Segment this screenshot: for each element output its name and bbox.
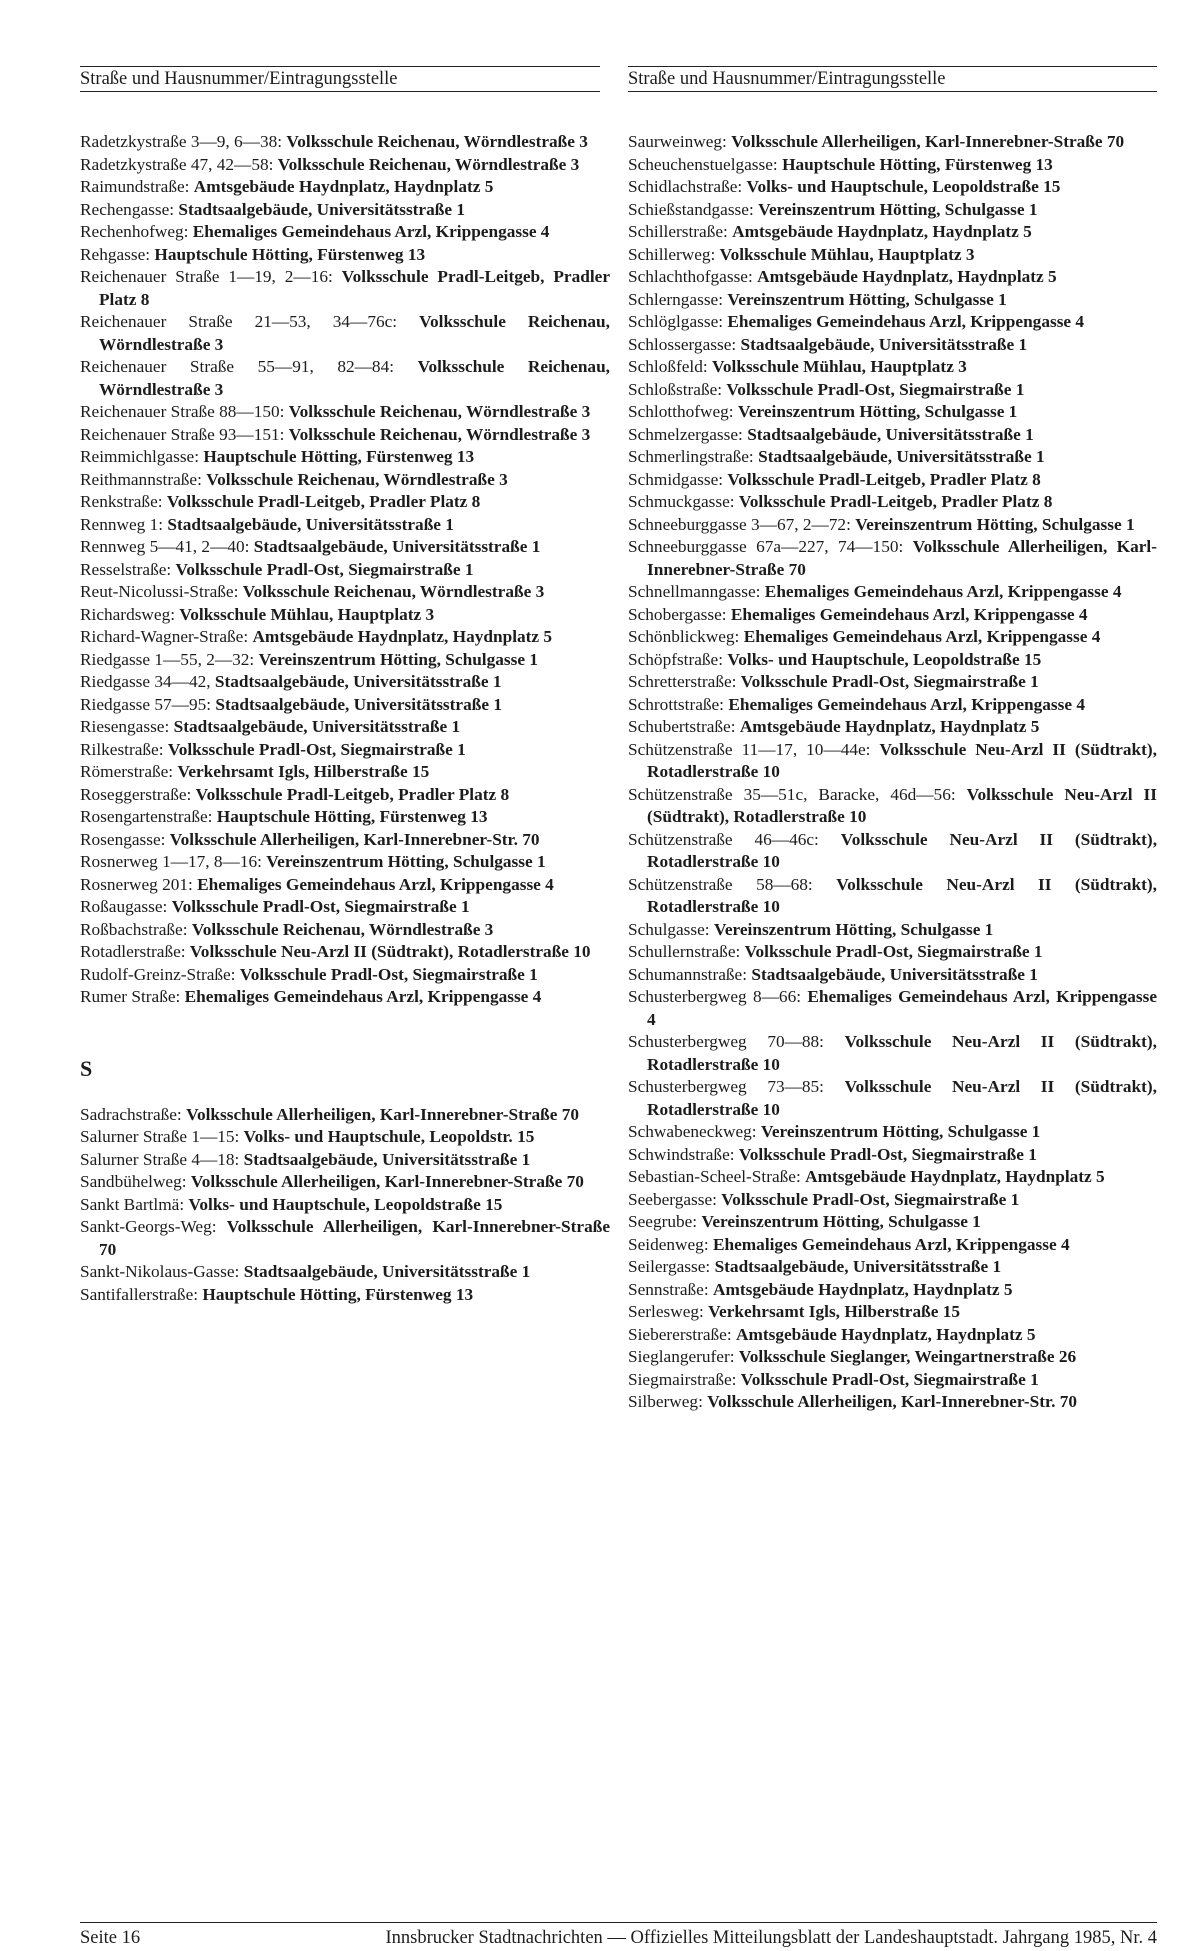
directory-entry <box>628 694 1157 717</box>
registration-location: Vereinszentrum Hötting, Schulgasse 1 <box>855 514 1135 534</box>
street-name: Schützenstraße 11—17, 10—44e: <box>628 739 871 759</box>
registration-location: Volksschule Neu-Arzl II (Südtrakt), Rotadlerstraße 10 <box>647 874 1158 916</box>
directory-entry <box>628 919 1157 942</box>
page-number: Seite 16 <box>80 1928 141 1948</box>
registration-location: Volksschule Pradl-Leitgeb, Pradler Platz 8 <box>99 267 610 309</box>
directory-entry <box>80 311 610 356</box>
street-name: Schmuckgasse: <box>628 492 735 511</box>
directory-entry <box>628 514 1157 537</box>
street-name: Schobergasse: <box>628 604 727 624</box>
street-name: Seidenweg: <box>628 1234 709 1254</box>
directory-entry <box>628 1279 1157 1302</box>
registration-location: Hauptschule Hötting, Fürstenweg 13 <box>203 447 475 466</box>
directory-entry <box>628 1324 1157 1347</box>
directory-entry <box>628 491 1157 514</box>
directory-entry <box>80 581 610 604</box>
left-column-header: Straße und Hausnummer/Eintragungsstelle <box>80 66 600 92</box>
directory-entry <box>80 851 610 874</box>
registration-location: Amtsgebäude Haydnplatz, Haydnplatz 5 <box>193 177 494 196</box>
registration-location: Ehemaliges Gemeindehaus Arzl, Krippengasse 4 <box>712 1234 1070 1254</box>
registration-location: Volks- und Hauptschule, Leopoldstr. 15 <box>243 1127 535 1146</box>
registration-location: Volksschule Reichenau, Wörndlestraße 3 <box>191 919 494 939</box>
directory-entry <box>80 199 610 222</box>
registration-location: Amtsgebäude Haydnplatz, Haydnplatz 5 <box>739 717 1040 736</box>
registration-location: Stadtsaalgebäude, Universitätsstraße 1 <box>740 334 1028 354</box>
registration-location: Ehemaliges Gemeindehaus Arzl, Krippengasse 4 <box>743 627 1101 646</box>
street-name: Riedgasse 1—55, 2—32: <box>80 649 255 669</box>
directory-entry <box>628 1031 1157 1076</box>
street-name: Richard-Wagner-Straße: <box>80 627 249 646</box>
street-name: Silberweg: <box>628 1392 703 1411</box>
directory-entry <box>80 514 610 537</box>
street-name: Rennweg 5—41, 2—40: <box>80 537 250 556</box>
registration-location: Volksschule Pradl-Leitgeb, Pradler Platz 8 <box>166 492 481 511</box>
street-name: Resselstraße: <box>80 559 172 579</box>
street-name: Rennweg 1: <box>80 514 164 534</box>
registration-location: Volksschule Sieglanger, Weingartnerstraße 26 <box>738 1347 1077 1366</box>
registration-location: Stadtsaalgebäude, Universitätsstraße 1 <box>751 964 1038 984</box>
registration-location: Volksschule Allerheiligen, Karl-Innerebner-Str. 70 <box>169 829 540 849</box>
directory-entry <box>80 1149 610 1172</box>
registration-location: Vereinszentrum Hötting, Schulgasse 1 <box>760 1122 1041 1141</box>
street-name: Rechenhofweg: <box>80 222 189 241</box>
registration-location: Volksschule Pradl-Ost, Siegmairstraße 1 <box>740 672 1039 691</box>
registration-location: Hauptschule Hötting, Fürstenweg 13 <box>202 1284 474 1304</box>
street-name: Schöpfstraße: <box>628 649 724 669</box>
entries-s <box>80 1104 610 1307</box>
directory-entry <box>80 536 610 559</box>
street-name: Schneeburggasse 67a—227, 74—150: <box>628 537 904 556</box>
street-name: Schusterbergweg 73—85: <box>628 1077 824 1096</box>
directory-entry <box>628 986 1157 1031</box>
directory-entry <box>628 1301 1157 1324</box>
street-name: Schlachthofgasse: <box>628 267 753 286</box>
registration-location: Volksschule Reichenau, Wörndlestraße 3 <box>288 402 591 421</box>
directory-entry <box>628 289 1157 312</box>
directory-entry <box>80 986 610 1009</box>
directory-entry <box>628 649 1157 672</box>
street-name: Rosengartenstraße: <box>80 807 213 826</box>
directory-entry <box>80 154 610 177</box>
registration-location: Hauptschule Hötting, Fürstenweg 13 <box>154 244 426 264</box>
registration-location: Ehemaliges Gemeindehaus Arzl, Krippengasse 4 <box>192 222 550 241</box>
directory-entry <box>628 1076 1157 1121</box>
registration-location: Volksschule Reichenau, Wörndlestraße 3 <box>206 469 508 489</box>
directory-entry <box>628 199 1157 222</box>
registration-location: Stadtsaalgebäude, Universitätsstraße 1 <box>243 1262 531 1281</box>
street-name: Römerstraße: <box>80 762 174 781</box>
directory-entry <box>80 1194 610 1217</box>
street-name: Sadrachstraße: <box>80 1104 182 1124</box>
registration-location: Vereinszentrum Hötting, Schulgasse 1 <box>713 919 994 939</box>
street-name: Schlotthofweg: <box>628 402 734 421</box>
directory-entry <box>80 446 610 469</box>
directory-entry <box>80 874 610 897</box>
directory-entry <box>628 604 1157 627</box>
registration-location: Volksschule Neu-Arzl II (Südtrakt), Rotadlerstraße 10 <box>647 784 1157 826</box>
registration-location: Volksschule Allerheiligen, Karl-Innerebner-Str. 70 <box>707 1392 1078 1411</box>
registration-location: Hauptschule Hötting, Fürstenweg 13 <box>782 154 1053 174</box>
directory-entry <box>628 424 1157 447</box>
directory-entry <box>628 536 1157 581</box>
street-name: Roseggerstraße: <box>80 784 192 804</box>
street-name: Santifallerstraße: <box>80 1284 199 1304</box>
registration-location: Vereinszentrum Hötting, Schulgasse 1 <box>758 199 1038 219</box>
registration-location: Volksschule Allerheiligen, Karl-Innerebner-Straße 70 <box>647 537 1157 579</box>
street-name: Schloßfeld: <box>628 357 708 376</box>
directory-entry <box>628 829 1157 874</box>
registration-location: Ehemaliges Gemeindehaus Arzl, Krippengasse 4 <box>728 694 1085 714</box>
directory-entry <box>80 896 610 919</box>
street-name: Sieglangerufer: <box>628 1347 735 1366</box>
registration-location: Amtsgebäude Haydnplatz, Haydnplatz 5 <box>805 1167 1105 1186</box>
street-name: Schulgasse: <box>628 919 710 939</box>
registration-location: Vereinszentrum Hötting, Schulgasse 1 <box>701 1212 981 1231</box>
directory-entry <box>628 379 1157 402</box>
street-name: Reichenauer Straße 93—151: <box>80 424 285 444</box>
registration-location: Volksschule Neu-Arzl II (Südtrakt), Rotadlerstraße 10 <box>647 739 1157 781</box>
registration-location: Ehemaliges Gemeindehaus Arzl, Krippengasse 4 <box>727 312 1085 331</box>
registration-location: Volksschule Pradl-Ost, Siegmairstraße 1 <box>171 897 470 916</box>
street-name: Rotadlerstraße: <box>80 942 186 961</box>
registration-location: Volksschule Mühlau, Hauptplatz 3 <box>719 244 975 264</box>
registration-location: Volksschule Pradl-Ost, Siegmairstraße 1 <box>721 1189 1020 1209</box>
registration-location: Volksschule Neu-Arzl II (Südtrakt), Rotadlerstraße 10 <box>647 829 1158 871</box>
street-name: Schullernstraße: <box>628 942 741 961</box>
street-name: Sandbühelweg: <box>80 1172 187 1191</box>
directory-entry <box>628 244 1157 267</box>
street-name: Rosnerweg 1—17, 8—16: <box>80 852 262 871</box>
directory-entry <box>628 1166 1157 1189</box>
registration-location: Vereinszentrum Hötting, Schulgasse 1 <box>727 289 1007 309</box>
directory-entry <box>628 1211 1157 1234</box>
street-name: Schwindstraße: <box>628 1144 735 1164</box>
directory-entry <box>628 154 1157 177</box>
section-letter-s: S <box>80 1055 93 1081</box>
directory-entry <box>80 739 610 762</box>
registration-location: Stadtsaalgebäude, Universitätsstraße 1 <box>758 447 1045 466</box>
registration-location: Hauptschule Hötting, Fürstenweg 13 <box>216 807 488 826</box>
entries-r <box>80 131 610 1009</box>
street-name: Reichenauer Straße 21—53, 34—76c: <box>80 312 398 331</box>
street-name: Schwabeneckweg: <box>628 1122 757 1141</box>
street-name: Rechengasse: <box>80 199 175 219</box>
registration-location: Vereinszentrum Hötting, Schulgasse 1 <box>266 852 546 871</box>
street-name: Rudolf-Greinz-Straße: <box>80 964 236 984</box>
registration-location: Ehemaliges Gemeindehaus Arzl, Krippengasse 4 <box>730 604 1088 624</box>
registration-location: Volksschule Neu-Arzl II (Südtrakt), Rotadlerstraße 10 <box>189 942 591 961</box>
street-name: Reichenauer Straße 55—91, 82—84: <box>80 357 395 376</box>
directory-entry <box>80 964 610 987</box>
directory-entry <box>628 1144 1157 1167</box>
registration-location: Verkehrsamt Igls, Hilberstraße 15 <box>708 1302 960 1321</box>
street-name: Schönblickweg: <box>628 627 740 646</box>
street-name: Schlerngasse: <box>628 289 724 309</box>
directory-entry <box>80 919 610 942</box>
registration-location: Volksschule Pradl-Ost, Siegmairstraße 1 <box>239 964 538 984</box>
registration-location: Volksschule Reichenau, Wörndlestraße 3 <box>99 312 610 354</box>
registration-location: Volks- und Hauptschule, Leopoldstraße 15 <box>727 649 1042 669</box>
street-name: Schloßstraße: <box>628 379 723 399</box>
street-name: Schmerlingstraße: <box>628 447 754 466</box>
directory-entry <box>628 784 1157 829</box>
street-name: Schützenstraße 46—46c: <box>628 829 819 849</box>
street-name: Scheuchenstuelgasse: <box>628 154 778 174</box>
directory-entry <box>628 356 1157 379</box>
street-name: Serlesweg: <box>628 1302 704 1321</box>
publication-line: Innsbrucker Stadtnachrichten — Offizielles Mitteilungsblatt der Landeshauptstadt. Jahrgang 1985, Nr. 4 <box>385 1928 1157 1948</box>
right-column <box>628 131 1157 1414</box>
registration-location: Stadtsaalgebäude, Universitätsstraße 1 <box>167 514 454 534</box>
directory-entry <box>80 671 610 694</box>
directory-entry <box>80 941 610 964</box>
directory-entry <box>80 1126 610 1149</box>
street-name: Radetzkystraße 47, 42—58: <box>80 154 274 174</box>
directory-entry <box>80 221 610 244</box>
street-name: Roßaugasse: <box>80 897 168 916</box>
directory-entry <box>628 311 1157 334</box>
street-name: Schrottstraße: <box>628 694 724 714</box>
street-name: Raimundstraße: <box>80 177 190 196</box>
registration-location: Volks- und Hauptschule, Leopoldstraße 15 <box>746 177 1061 196</box>
street-name: Riedgasse 57—95: <box>80 694 212 714</box>
registration-location: Volks- und Hauptschule, Leopoldstraße 15 <box>188 1194 503 1214</box>
registration-location: Volksschule Reichenau, Wörndlestraße 3 <box>99 357 611 399</box>
street-name: Riesengasse: <box>80 717 170 736</box>
directory-entry <box>628 334 1157 357</box>
street-name: Rehgasse: <box>80 244 151 264</box>
street-name: Rumer Straße: <box>80 987 181 1006</box>
registration-location: Volksschule Neu-Arzl II (Südtrakt), Rotadlerstraße 10 <box>647 1077 1157 1119</box>
street-name: Sebastian-Scheel-Straße: <box>628 1167 801 1186</box>
street-name: Saurweinweg: <box>628 132 727 151</box>
directory-entry <box>628 221 1157 244</box>
street-name: Schmidgasse: <box>628 469 724 489</box>
street-name: Sankt Bartlmä: <box>80 1194 185 1214</box>
registration-location: Vereinszentrum Hötting, Schulgasse 1 <box>258 649 538 669</box>
street-name: Schlöglgasse: <box>628 312 724 331</box>
street-name: Reimmichlgasse: <box>80 447 200 466</box>
street-name: Rosnerweg 201: <box>80 874 193 894</box>
street-name: Renkstraße: <box>80 492 163 511</box>
directory-entry <box>80 1216 610 1261</box>
street-name: Schmelzergasse: <box>628 424 743 444</box>
directory-entry <box>628 739 1157 784</box>
directory-entry <box>80 604 610 627</box>
directory-entry <box>628 469 1157 492</box>
directory-entry <box>80 784 610 807</box>
registration-location: Volksschule Mühlau, Hauptplatz 3 <box>712 357 967 376</box>
registration-location: Stadtsaalgebäude, Universitätsstraße 1 <box>178 199 465 219</box>
street-name: Salurner Straße 4—18: <box>80 1149 240 1169</box>
left-column <box>80 131 610 1306</box>
directory-entry <box>80 1284 610 1307</box>
street-name: Schusterbergweg 8—66: <box>628 987 802 1006</box>
right-column-header: Straße und Hausnummer/Eintragungsstelle <box>628 66 1157 92</box>
page-footer <box>80 1922 1157 1949</box>
registration-location: Volksschule Neu-Arzl II (Südtrakt), Rotadlerstraße 10 <box>647 1032 1157 1074</box>
directory-entry <box>628 1369 1157 1392</box>
registration-location: Stadtsaalgebäude, Universitätsstraße 1 <box>215 694 502 714</box>
registration-location: Stadtsaalgebäude, Universitätsstraße 1 <box>253 537 541 556</box>
registration-location: Volksschule Pradl-Ost, Siegmairstraße 1 <box>726 379 1025 399</box>
registration-location: Ehemaliges Gemeindehaus Arzl, Krippengasse 4 <box>764 582 1122 601</box>
street-name: Schießstandgasse: <box>628 199 754 219</box>
directory-entry <box>628 176 1157 199</box>
street-name: Salurner Straße 1—15: <box>80 1127 240 1146</box>
registration-location: Amtsgebäude Haydnplatz, Haydnplatz 5 <box>252 627 553 646</box>
registration-location: Volksschule Pradl-Ost, Siegmairstraße 1 <box>738 1144 1037 1164</box>
registration-location: Volksschule Reichenau, Wörndlestraße 3 <box>277 154 580 174</box>
street-name: Schnellmanngasse: <box>628 582 761 601</box>
directory-entry <box>628 964 1157 987</box>
street-name: Schusterbergweg 70—88: <box>628 1032 824 1051</box>
registration-location: Volksschule Pradl-Leitgeb, Pradler Platz 8 <box>195 784 510 804</box>
street-name: Schützenstraße 35—51c, Baracke, 46d—56: <box>628 784 956 804</box>
registration-location: Amtsgebäude Haydnplatz, Haydnplatz 5 <box>757 267 1057 286</box>
directory-entry <box>628 1189 1157 1212</box>
directory-entry <box>628 1391 1157 1414</box>
street-name: Schillerweg: <box>628 244 716 264</box>
directory-entry <box>80 1104 610 1127</box>
street-name: Schillerstraße: <box>628 222 728 241</box>
street-name: Schidlachstraße: <box>628 177 743 196</box>
registration-location: Volksschule Reichenau, Wörndlestraße 3 <box>242 582 545 601</box>
street-name: Schumannstraße: <box>628 964 748 984</box>
street-name: Sennstraße: <box>628 1279 709 1299</box>
street-name: Seegrube: <box>628 1212 698 1231</box>
directory-entry <box>80 559 610 582</box>
directory-entry <box>80 244 610 267</box>
directory-entry <box>80 1261 610 1284</box>
street-name: Riedgasse 34—42, <box>80 672 211 691</box>
directory-entry <box>628 941 1157 964</box>
registration-location: Amtsgebäude Haydnplatz, Haydnplatz 5 <box>735 1324 1036 1344</box>
street-name: Reichenauer Straße 88—150: <box>80 402 285 421</box>
street-name: Schretterstraße: <box>628 672 737 691</box>
registration-location: Volksschule Reichenau, Wörndlestraße 3 <box>286 132 588 151</box>
registration-location: Volksschule Pradl-Ost, Siegmairstraße 1 <box>744 942 1043 961</box>
directory-entry <box>80 761 610 784</box>
registration-location: Ehemaliges Gemeindehaus Arzl, Krippengasse 4 <box>647 987 1157 1029</box>
registration-location: Volksschule Reichenau, Wörndlestraße 3 <box>288 424 591 444</box>
directory-entry <box>628 716 1157 739</box>
directory-entry <box>80 1171 610 1194</box>
registration-location: Volksschule Pradl-Leitgeb, Pradler Platz 8 <box>727 469 1041 489</box>
registration-location: Stadtsaalgebäude, Universitätsstraße 1 <box>714 1257 1002 1276</box>
street-name: Roßbachstraße: <box>80 919 188 939</box>
directory-entry <box>628 1121 1157 1144</box>
registration-location: Volksschule Mühlau, Hauptplatz 3 <box>179 604 435 624</box>
registration-location: Volksschule Allerheiligen, Karl-Innerebner-Straße 70 <box>731 132 1125 151</box>
registration-location: Volksschule Pradl-Ost, Siegmairstraße 1 <box>167 739 466 759</box>
directory-entry <box>628 131 1157 154</box>
registration-location: Volksschule Allerheiligen, Karl-Innerebner-Straße 70 <box>186 1104 580 1124</box>
registration-location: Stadtsaalgebäude, Universitätsstraße 1 <box>173 717 461 736</box>
directory-entry <box>628 1256 1157 1279</box>
registration-location: Stadtsaalgebäude, Universitätsstraße 1 <box>747 424 1034 444</box>
directory-entry <box>628 581 1157 604</box>
street-name: Schubertstraße: <box>628 717 736 736</box>
street-name: Radetzkystraße 3—9, 6—38: <box>80 132 283 151</box>
street-name: Schneeburggasse 3—67, 2—72: <box>628 514 851 534</box>
directory-entry <box>628 626 1157 649</box>
directory-entry <box>628 671 1157 694</box>
directory-entry <box>628 1234 1157 1257</box>
registration-location: Ehemaliges Gemeindehaus Arzl, Krippengasse 4 <box>197 874 554 894</box>
registration-location: Volksschule Pradl-Ost, Siegmairstraße 1 <box>175 559 474 579</box>
registration-location: Amtsgebäude Haydnplatz, Haydnplatz 5 <box>712 1279 1013 1299</box>
street-name: Reut-Nicolussi-Straße: <box>80 582 239 601</box>
street-name: Schützenstraße 58—68: <box>628 874 813 894</box>
directory-entry <box>80 131 610 154</box>
street-name: Siebererstraße: <box>628 1324 732 1344</box>
street-name: Schlossergasse: <box>628 334 737 354</box>
street-name: Seilergasse: <box>628 1257 711 1276</box>
directory-entry <box>80 401 610 424</box>
directory-entry <box>80 716 610 739</box>
registration-location: Volksschule Allerheiligen, Karl-Innerebner-Straße 70 <box>99 1217 610 1259</box>
directory-entry <box>80 266 610 311</box>
registration-location: Volksschule Pradl-Leitgeb, Pradler Platz 8 <box>738 492 1053 511</box>
directory-entry <box>628 1346 1157 1369</box>
directory-entry <box>628 401 1157 424</box>
street-name: Siegmairstraße: <box>628 1369 737 1389</box>
directory-entry <box>628 266 1157 289</box>
registration-location: Amtsgebäude Haydnplatz, Haydnplatz 5 <box>732 222 1032 241</box>
street-name: Rilkestraße: <box>80 739 164 759</box>
street-name: Reithmannstraße: <box>80 469 202 489</box>
directory-entry <box>80 806 610 829</box>
directory-entry <box>80 176 610 199</box>
directory-entry <box>80 356 610 401</box>
directory-entry <box>80 424 610 447</box>
registration-location: Stadtsaalgebäude, Universitätsstraße 1 <box>214 672 502 691</box>
registration-location: Volksschule Pradl-Ost, Siegmairstraße 1 <box>740 1369 1039 1389</box>
directory-entry <box>80 626 610 649</box>
directory-entry <box>628 446 1157 469</box>
entries-s-continued <box>628 131 1157 1414</box>
registration-location: Verkehrsamt Igls, Hilberstraße 15 <box>177 762 430 781</box>
directory-entry <box>628 874 1157 919</box>
street-name: Richardsweg: <box>80 604 176 624</box>
directory-entry <box>80 694 610 717</box>
directory-entry <box>80 491 610 514</box>
directory-entry <box>80 649 610 672</box>
street-name: Seebergasse: <box>628 1189 717 1209</box>
directory-entry <box>80 469 610 492</box>
street-name: Sankt-Georgs-Weg: <box>80 1217 217 1236</box>
street-name: Reichenauer Straße 1—19, 2—16: <box>80 267 333 286</box>
registration-location: Volksschule Allerheiligen, Karl-Innerebner-Straße 70 <box>190 1172 584 1191</box>
registration-location: Ehemaliges Gemeindehaus Arzl, Krippengasse 4 <box>184 987 542 1006</box>
registration-location: Vereinszentrum Hötting, Schulgasse 1 <box>737 402 1018 421</box>
registration-location: Stadtsaalgebäude, Universitätsstraße 1 <box>243 1149 531 1169</box>
street-name: Sankt-Nikolaus-Gasse: <box>80 1262 240 1281</box>
directory-entry <box>80 829 610 852</box>
street-name: Rosengasse: <box>80 829 166 849</box>
